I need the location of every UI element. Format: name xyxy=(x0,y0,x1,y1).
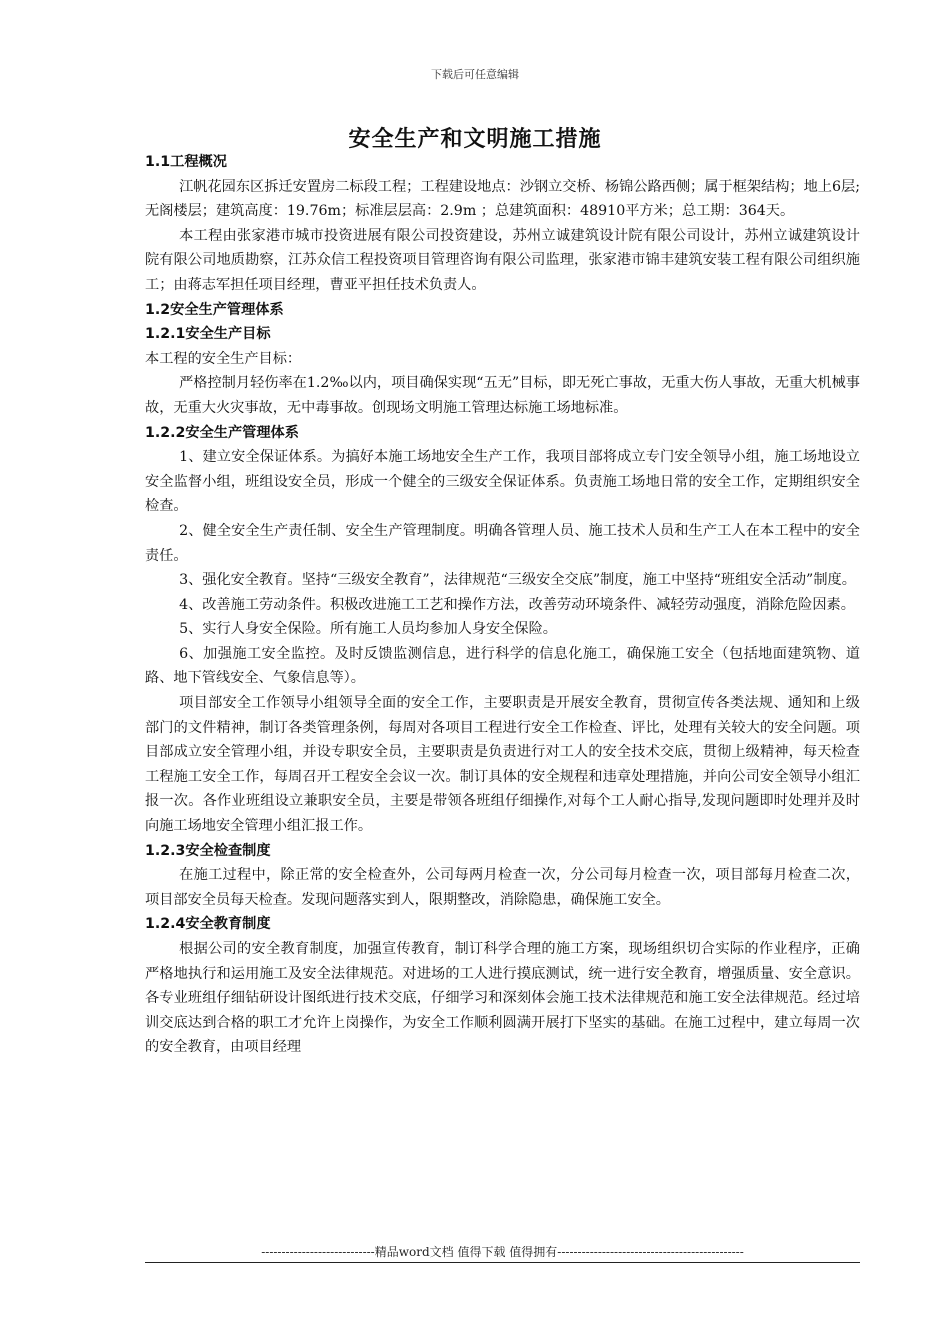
paragraph: 项目部安全工作领导小组领导全面的安全工作，主要职责是开展安全教育，贯彻宣传各类法规、通知和上级部门的文件精神，制订各类管理条例，每周对各项目工程进行安全工作检查、评比，处理有关较大的安全问题。项目部成立安全管理小组，并设专职安全员，主要职责是负责进行对工人的安全技术交底，贯彻上级精神，每天检查工程施工安全工作，每周召开工程安全会议一次。制订具体的安全规程和违章处理措施，并向公司安全领导小组汇报一次。各作业班组设立兼职安全员，主要是带领各班组仔细操作,对每个工人耐心指导,发现问题即时处理并及时向施工场地安全管理小组汇报工作。 xyxy=(145,695,860,835)
paragraph: 本工程由张家港市城市投资进展有限公司投资建设，苏州立诚建筑设计院有限公司设计，苏州立诚建筑设计院有限公司地质勘察，江苏众信工程投资项目管理咨询有限公司监理，张家港市锦丰建筑安装工程有限公司组织施工；由蒋志军担任项目经理，曹亚平担任技术负责人。 xyxy=(145,227,860,293)
heading-1-1: 1.1工程概况 xyxy=(145,154,227,170)
list-item: 2、健全安全生产责任制、安全生产管理制度。明确各管理人员、施工技术人员和生产工人在本工程中的安全责任。 xyxy=(145,522,860,564)
paragraph: 在施工过程中，除正常的安全检查外，公司每两月检查一次，分公司每月检查一次，项目部每月检查二次，项目部安全员每天检查。发现问题落实到人，限期整改，消除隐患，确保施工安全。 xyxy=(145,867,860,908)
heading-1-2: 1.2安全生产管理体系 xyxy=(145,301,284,318)
heading-1-2-4: 1.2.4安全教育制度 xyxy=(145,916,271,933)
heading-1-2-1: 1.2.1安全生产目标 xyxy=(145,326,271,343)
header-note: 下载后可任意编辑 xyxy=(431,68,519,81)
heading-1-2-2: 1.2.2安全生产管理体系 xyxy=(145,424,299,441)
list-item: 3、强化安全教育。坚持“三级安全教育”，法律规范“三级安全交底”制度，施工中坚持“班组安全活动”制度。 xyxy=(179,572,856,589)
document-title: 安全生产和文明施工措施 xyxy=(348,126,602,152)
paragraph: 本工程的安全生产目标： xyxy=(145,350,302,367)
footer-text: ----------------------------精品word文档 值得下载 值得拥有---------------------------------------------- xyxy=(261,1245,744,1259)
paragraph: 江帆花园东区拆迁安置房二标段工程；工程建设地点：沙钢立交桥、杨锦公路西侧；属于框架结构；地上6层;无阁楼层；建筑高度：19.76m；标准层层高：2.9m ；总建筑面积：48910平方米；总工期：364天。 xyxy=(145,178,860,220)
list-item: 5、实行人身安全保险。所有施工人员均参加人身安全保险。 xyxy=(179,621,557,638)
list-item: 1、建立安全保证体系。为搞好本施工场地安全生产工作，我项目部将成立专门安全领导小组，施工场地设立安全监督小组，班组设安全员，形成一个健全的三级安全保证体系。负责施工场地日常的安全工作，定期组织安全检查。 xyxy=(145,449,860,515)
list-item: 4、改善施工劳动条件。积极改进施工工艺和操作方法，改善劳动环境条件、减轻劳动强度，消除危险因素。 xyxy=(179,596,855,613)
document-body xyxy=(145,150,860,1060)
paragraph: 根据公司的安全教育制度，加强宣传教育，制订科学合理的施工方案，现场组织切合实际的作业程序，正确严格地执行和运用施工及安全法律规范。对进场的工人进行摸底测试，统一进行安全教育，增强质量、安全意识。各专业班组仔细钻研设计图纸进行技术交底，仔细学习和深刻体会施工技术法律规范和施工安全法律规范。经过培训交底达到合格的职工才允许上岗操作，为安全工作顺利圆满开展打下坚实的基础。在施工过程中，建立每周一次的安全教育，由项目经理 xyxy=(145,941,860,1056)
footer-divider xyxy=(145,1262,860,1263)
paragraph: 严格控制月轻伤率在1.2‰以内，项目确保实现“五无”目标，即无死亡事故，无重大伤人事故，无重大机械事故，无重大火灾事故，无中毒事故。创现场文明施工管理达标施工场地标准。 xyxy=(145,375,860,416)
list-item: 6、加强施工安全监控。及时反馈监测信息，进行科学的信息化施工，确保施工安全（包括地面建筑物、道路、地下管线安全、气象信息等）。 xyxy=(145,645,860,687)
heading-1-2-3: 1.2.3安全检查制度 xyxy=(145,842,271,859)
